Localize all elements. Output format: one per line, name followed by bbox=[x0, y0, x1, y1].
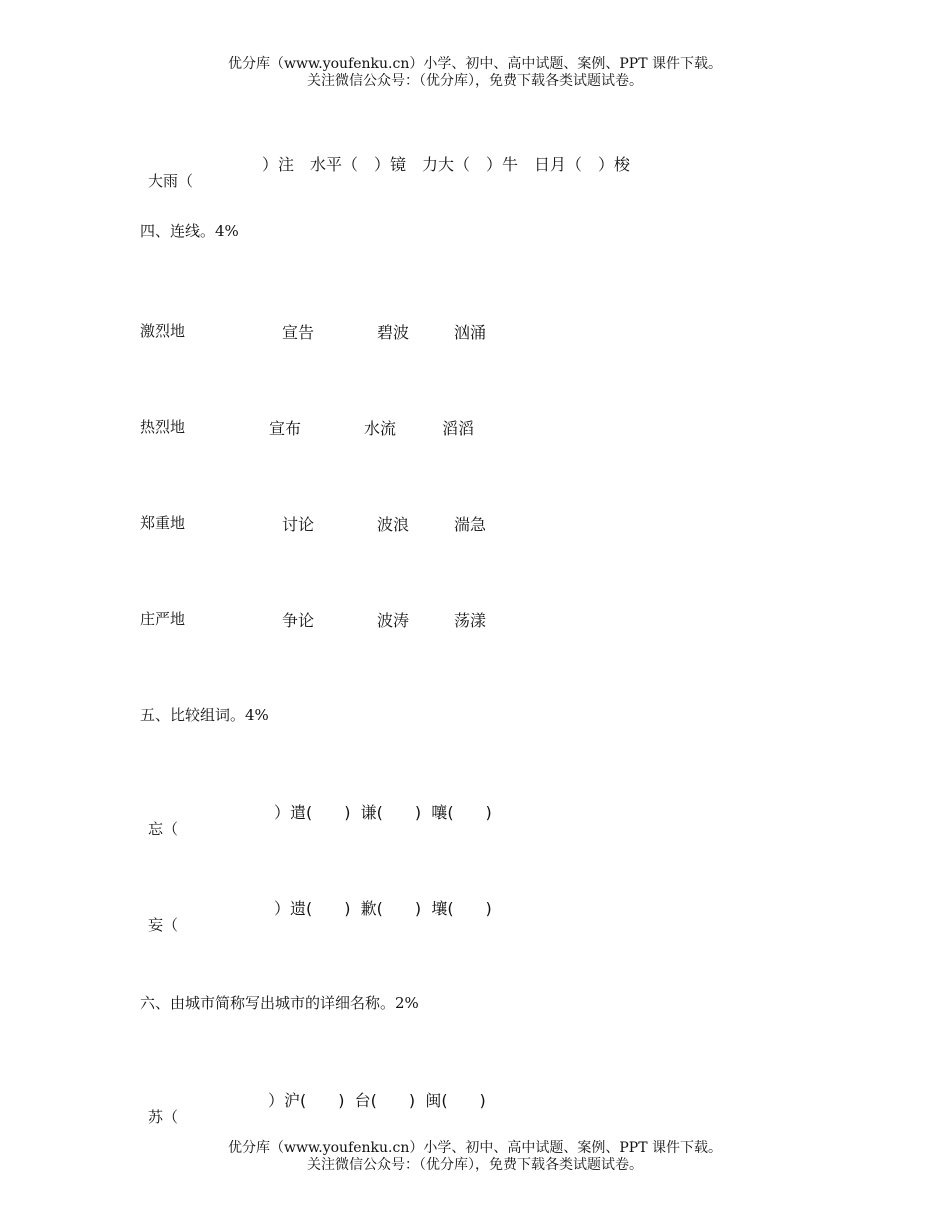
header-line-2: 关注微信公众号：（优分库），免费下载各类试题试卷。 bbox=[307, 73, 643, 89]
adverb-label: 庄严地 bbox=[140, 610, 186, 628]
header-line-1: 优分库（www.youfenku.cn）小学、初中、高中试题、案例、PPT 课件下载。 bbox=[227, 56, 722, 72]
page-footer bbox=[0, 1140, 950, 1174]
match-word: 水流 bbox=[364, 419, 397, 438]
adverb-label: 热烈地 bbox=[140, 418, 186, 436]
adverb-label: 激烈地 bbox=[140, 322, 186, 340]
match-word: 宣告 bbox=[282, 323, 315, 342]
section-6-title: 六、由城市简称写出城市的详细名称。2% bbox=[140, 994, 419, 1012]
match-word: 波浪 bbox=[377, 515, 410, 534]
city-lead: 苏（ bbox=[148, 1108, 179, 1126]
match-word: 讨论 bbox=[282, 515, 315, 534]
compare-rest: ）遣( ) 谦( ) 嚷( ) bbox=[274, 803, 492, 822]
match-word: 争论 bbox=[282, 611, 315, 630]
footer-line-1: 优分库（www.youfenku.cn）小学、初中、高中试题、案例、PPT 课件下载。 bbox=[227, 1140, 722, 1156]
match-word: 荡漾 bbox=[454, 611, 487, 630]
fill-in-lead: 大雨（ bbox=[148, 172, 194, 190]
footer-line-2: 关注微信公众号：（优分库），免费下载各类试题试卷。 bbox=[307, 1157, 643, 1173]
compare-rest: ）遗( ) 歉( ) 壤( ) bbox=[274, 899, 492, 918]
compare-row bbox=[140, 896, 492, 935]
page-header bbox=[0, 56, 950, 90]
match-word: 湍急 bbox=[454, 515, 487, 534]
compare-lead: 妄（ bbox=[148, 916, 179, 934]
fill-in-row bbox=[140, 152, 631, 191]
compare-row bbox=[140, 800, 492, 839]
city-rest: ）沪( ) 台( ) 闽( ) bbox=[268, 1091, 486, 1110]
match-word: 滔滔 bbox=[442, 419, 475, 438]
match-word: 波涛 bbox=[377, 611, 410, 630]
city-row bbox=[140, 1088, 486, 1127]
section-4-title: 四、连线。4% bbox=[140, 222, 239, 240]
adverb-label: 郑重地 bbox=[140, 514, 186, 532]
section-5-title: 五、比较组词。4% bbox=[140, 706, 269, 724]
fill-in-rest: ）注 水平（ ）镜 力大（ ）牛 日月（ ）梭 bbox=[262, 155, 631, 174]
compare-lead: 忘（ bbox=[148, 820, 179, 838]
match-word: 汹涌 bbox=[454, 323, 487, 342]
match-word: 宣布 bbox=[269, 419, 302, 438]
match-word: 碧波 bbox=[377, 323, 410, 342]
